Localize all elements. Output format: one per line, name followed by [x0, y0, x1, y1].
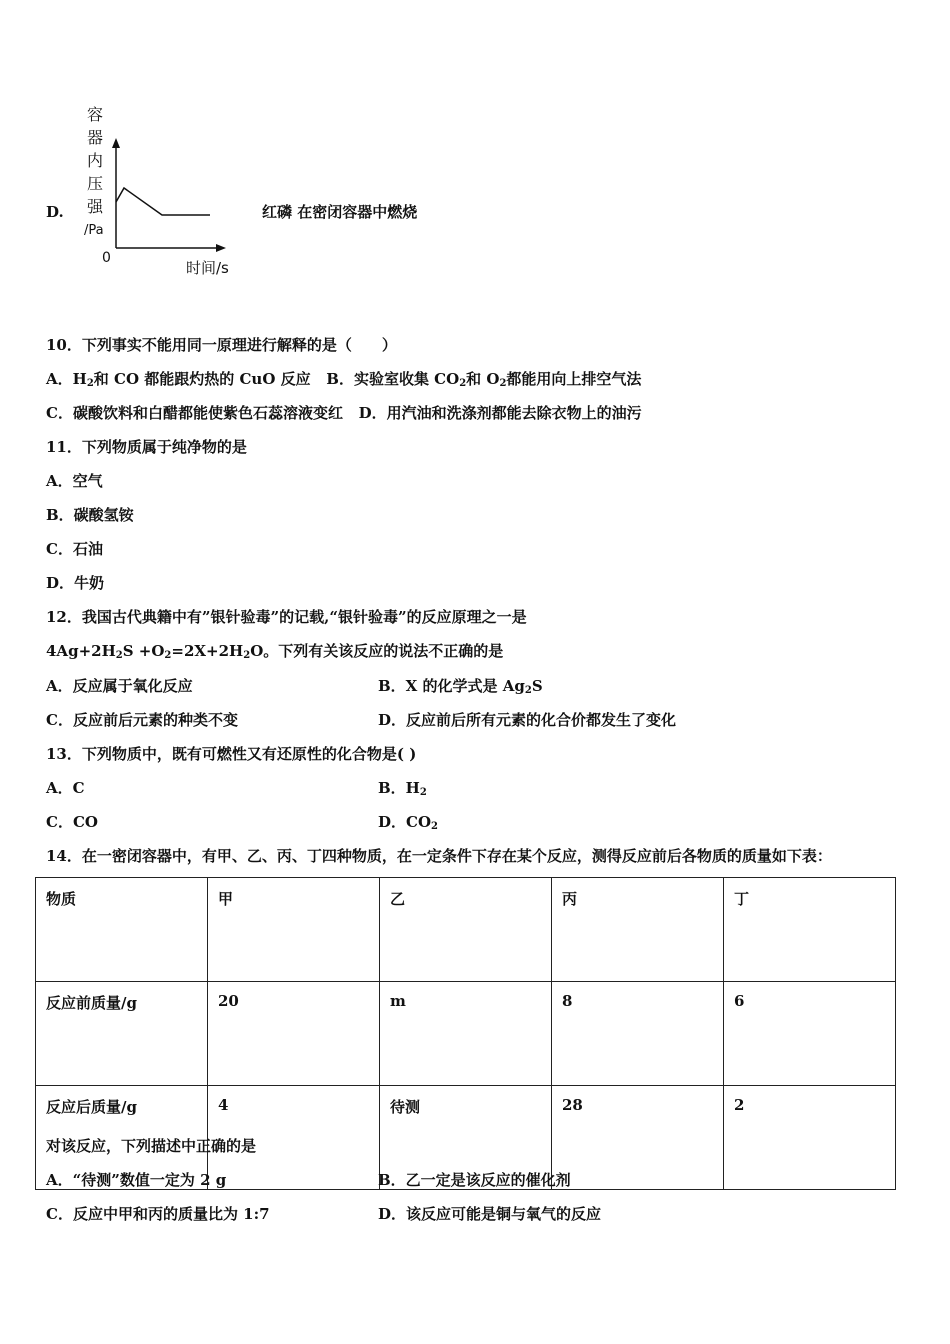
graph-y-char: 强 — [87, 197, 104, 216]
table-cell: 反应前质量/g — [36, 982, 208, 1086]
q11-option-d: D．牛奶 — [46, 574, 105, 592]
q10-option-a-h: H — [72, 370, 87, 388]
table-cell: m — [380, 982, 552, 1086]
q10-options-ab — [46, 369, 641, 394]
q10-option-d: D．用汽油和洗涤剂都能去除衣物上的油污 — [358, 404, 642, 422]
table-cell: 丙 — [552, 878, 724, 982]
table-cell: 甲 — [208, 878, 380, 982]
q12-option-b-text: B．X 的化学式是 Ag — [378, 677, 525, 695]
graph-y-char: 器 — [87, 128, 104, 147]
q10-option-b-mid: 和 O — [466, 370, 500, 388]
q13-stem: 13．下列物质中，既有可燃性又有还原性的化合物是( ) — [46, 745, 417, 763]
q13-option-d — [378, 812, 438, 837]
q10-option-c: C．碳酸饮料和白醋都能使紫色石蕊溶液变红 — [46, 404, 343, 422]
q12-eq-part: 4Ag+2H — [46, 642, 116, 660]
q12-eq-part: S +O — [122, 642, 165, 660]
q9-option-d-caption: 红磷 在密闭容器中燃烧 — [262, 203, 418, 221]
q10-option-b-sub1: 2 — [459, 378, 467, 389]
q14-question: 对该反应，下列描述中正确的是 — [46, 1137, 257, 1155]
q12-eq-sub: 2 — [243, 650, 251, 661]
q13-option-b-sub: 2 — [419, 787, 427, 798]
table-cell: 2 — [724, 1086, 896, 1190]
graph-axes — [80, 100, 250, 280]
table-cell: 丁 — [724, 878, 896, 982]
table-cell: 6 — [724, 982, 896, 1086]
q13-option-a: A．C — [46, 779, 85, 797]
q14-option-d: D．该反应可能是铜与氧气的反应 — [378, 1205, 602, 1223]
table-cell: 8 — [552, 982, 724, 1086]
q12-stem: 12．我国古代典籍中有”银针验毒”的记载,“银针验毒”的反应原理之一是 — [46, 608, 527, 626]
q10-option-a-sub: 2 — [86, 378, 94, 389]
q10-option-b-sub2: 2 — [499, 378, 507, 389]
table-header-row — [36, 878, 896, 982]
q10-option-b-rest: 都能用向上排空气法 — [506, 370, 642, 388]
q12-eq-sub: 2 — [164, 650, 172, 661]
q10-option-a-rest: 和 CO 都能跟灼热的 CuO 反应 — [93, 370, 311, 388]
q12-option-b-post: S — [531, 677, 543, 695]
q12-eq-part: O。下列有关该反应的说法不正确的是 — [250, 642, 504, 660]
q11-option-a: A．空气 — [46, 472, 103, 490]
q14-option-c: C．反应中甲和丙的质量比为 1:7 — [46, 1205, 270, 1223]
q12-option-b — [378, 676, 543, 701]
q12-option-d: D．反应前后所有元素的化合价都发生了变化 — [378, 711, 677, 729]
table-cell: 物质 — [36, 878, 208, 982]
q10-stem: 10．下列事实不能用同一原理进行解释的是（ ） — [46, 336, 397, 354]
graph-y-char: 内 — [87, 151, 104, 170]
q13-option-b — [378, 778, 427, 803]
q12-eq-part: =2X+2H — [171, 642, 244, 660]
q11-stem: 11．下列物质属于纯净物的是 — [46, 438, 247, 456]
pressure-time-graph — [80, 100, 250, 280]
q14-option-b: B．乙一定是该反应的催化剂 — [378, 1171, 571, 1189]
q11-option-c: C．石油 — [46, 540, 103, 558]
q10-option-a-label: A． — [46, 370, 73, 388]
q12-option-b-sub: 2 — [524, 685, 532, 696]
q13-option-d-sub: 2 — [431, 821, 438, 832]
q14-stem: 14．在一密闭容器中，有甲、乙、丙、丁四种物质，在一定条件下存在某个反应，测得反应前后各物质的质量如下表： — [46, 847, 832, 865]
q10-options-cd — [46, 403, 642, 423]
table-cell: 4 — [208, 1086, 380, 1190]
q12-equation — [46, 641, 503, 666]
table-cell: 乙 — [380, 878, 552, 982]
graph-y-char: 容 — [87, 105, 104, 124]
q13-option-d-text: D．CO — [378, 813, 432, 831]
table-cell: 20 — [208, 982, 380, 1086]
graph-origin: 0 — [102, 250, 111, 266]
q12-option-c: C．反应前后元素的种类不变 — [46, 711, 238, 729]
q11-option-b: B．碳酸氢铵 — [46, 506, 134, 524]
graph-x-label: 时间/s — [186, 259, 229, 277]
q12-eq-sub: 2 — [115, 650, 123, 661]
graph-y-unit: /Pa — [84, 223, 104, 238]
q14-option-a: A．“待测”数值一定为 2 g — [46, 1171, 227, 1189]
q9-option-d-label: D. — [46, 203, 64, 221]
graph-y-char: 压 — [87, 174, 104, 193]
q13-option-b-text: B．H — [378, 779, 420, 797]
table-cell: 28 — [552, 1086, 724, 1190]
table-cell: 待测 — [380, 1086, 552, 1190]
q10-option-b-label: B．实验室收集 CO — [326, 370, 460, 388]
q13-option-c: C．CO — [46, 813, 98, 831]
table-row — [36, 982, 896, 1086]
q12-option-a: A．反应属于氧化反应 — [46, 677, 193, 695]
table-cell: 反应后质量/g — [36, 1086, 208, 1190]
